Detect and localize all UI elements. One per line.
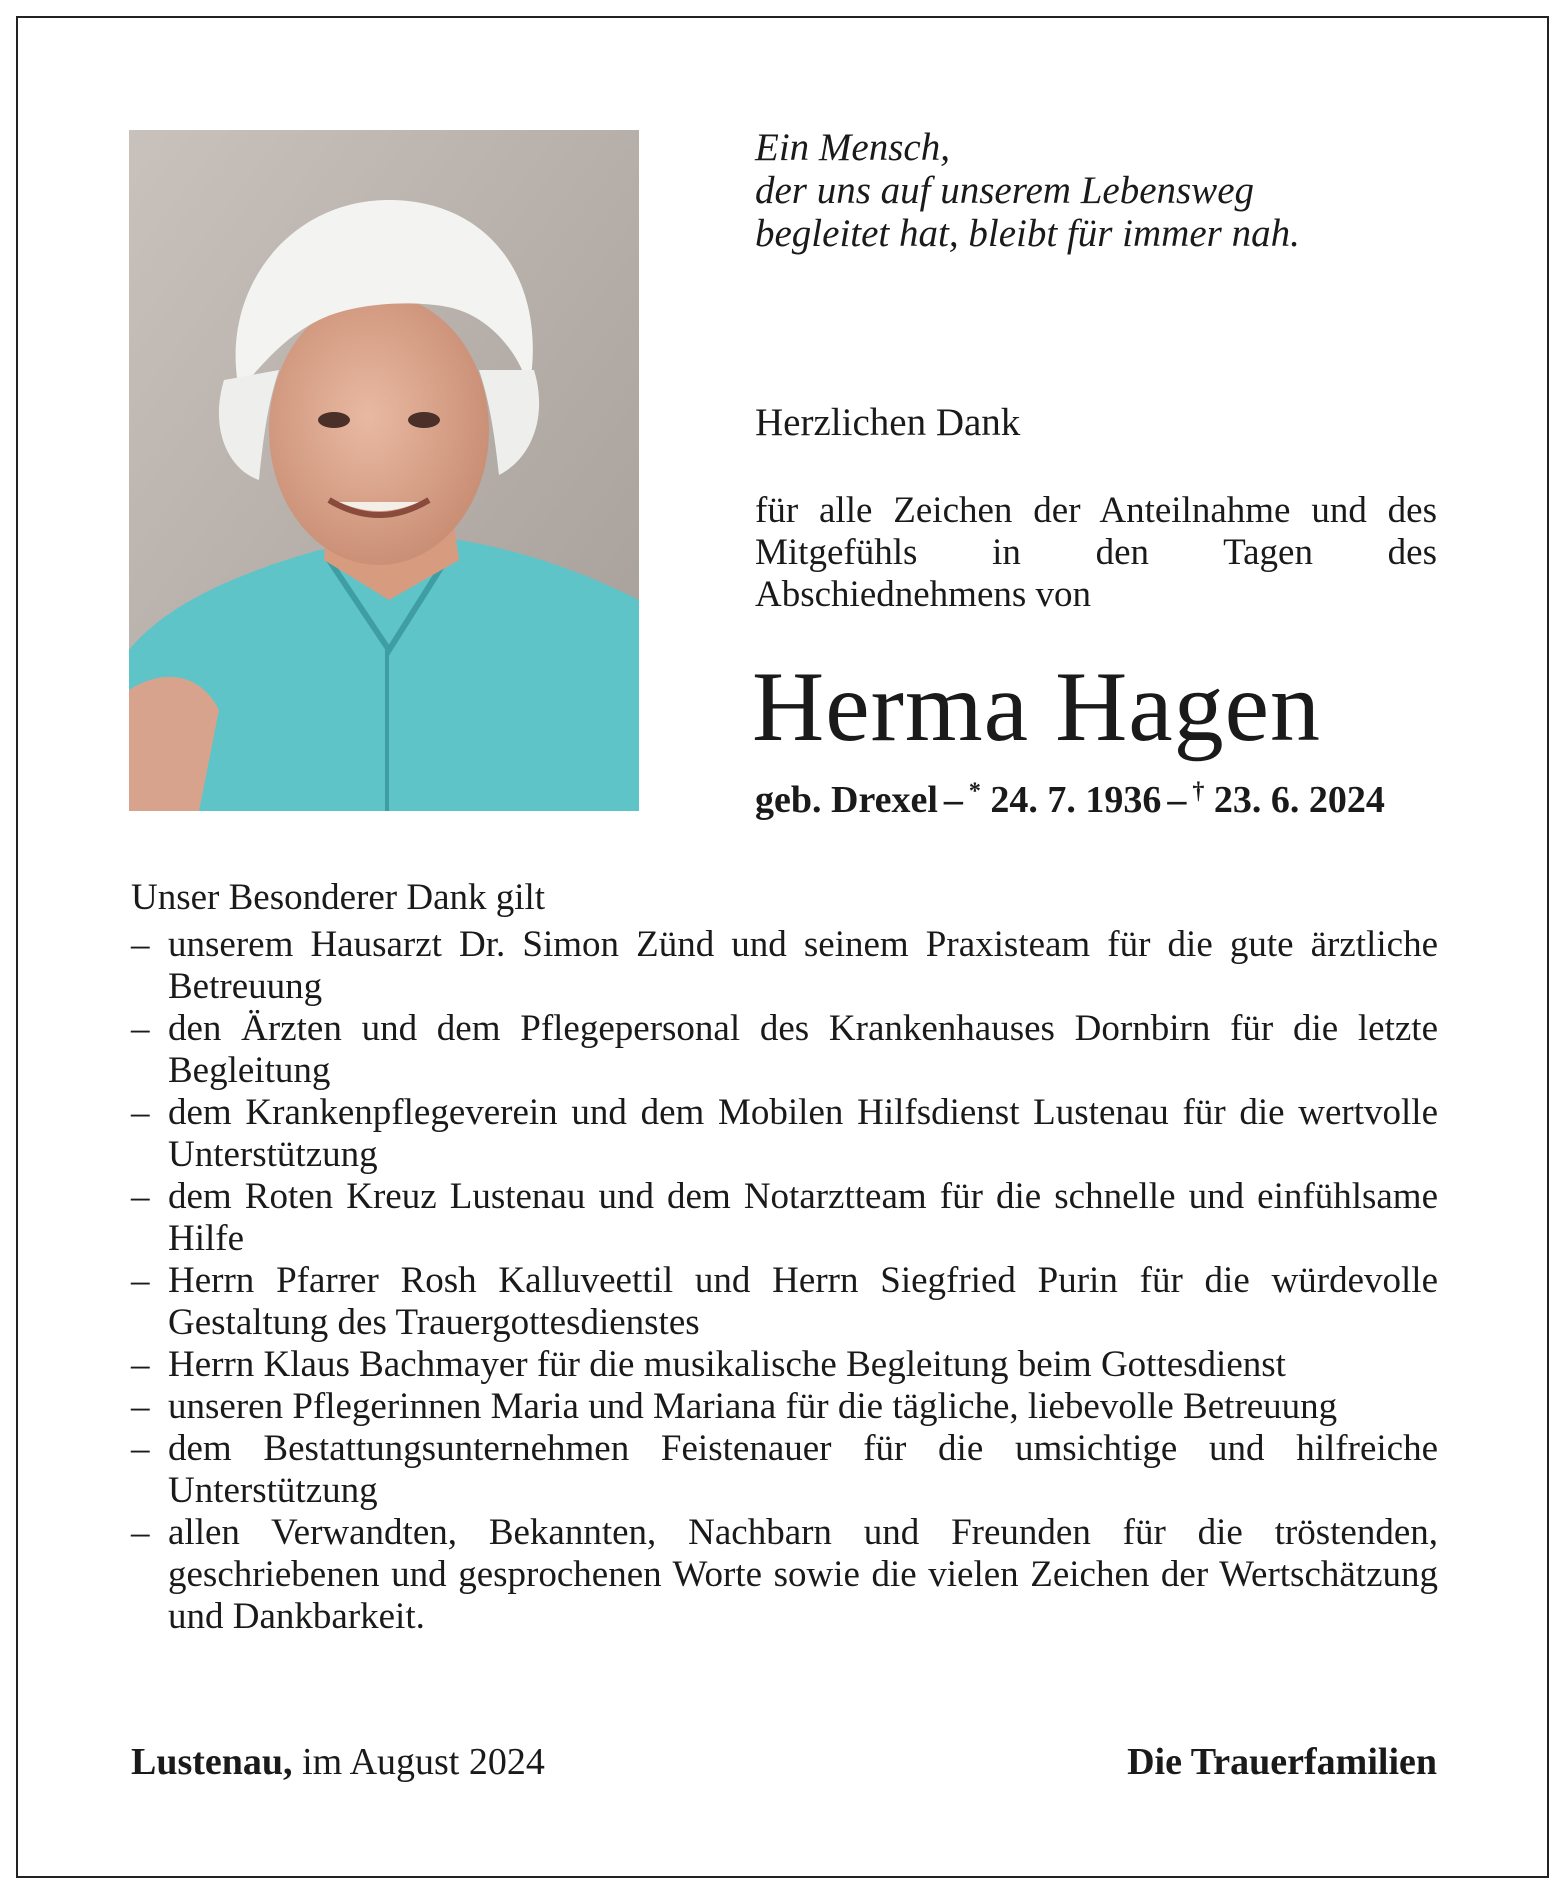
list-item: – dem Krankenpflegeverein und dem Mobilen Hilfsdienst Lustenau für die wertvolle Unterstützung bbox=[131, 1092, 1438, 1176]
thanks-heading: Herzlichen Dank bbox=[755, 401, 1021, 444]
quote-line: der uns auf unserem Lebensweg bbox=[755, 169, 1255, 212]
special-thanks-intro: Unser Besonderer Dank gilt bbox=[131, 877, 546, 918]
dash: – bbox=[943, 779, 963, 821]
place-and-date bbox=[131, 1740, 545, 1784]
death-date: 23. 6. 2024 bbox=[1213, 779, 1385, 821]
memorial-quote bbox=[755, 126, 1455, 255]
list-item: – unseren Pflegerinnen Maria und Mariana für die tägliche, liebevolle Betreuung bbox=[131, 1386, 1438, 1428]
deceased-name: Herma Hagen bbox=[752, 651, 1322, 762]
list-item: – allen Verwandten, Bekannten, Nachbarn und Freunden für die tröstenden, geschriebenen und gesprochenen Worte sowie die vielen Zeichen der Wertschätzung und Dankbarkeit. bbox=[131, 1512, 1438, 1638]
list-item: – dem Roten Kreuz Lustenau und dem Notarztteam für die schnelle und einfühlsame Hilfe bbox=[131, 1176, 1438, 1260]
list-item: – unserem Hausarzt Dr. Simon Zünd und seinem Praxisteam für die gute ärztliche Betreuung bbox=[131, 924, 1438, 1008]
list-item: – Herrn Klaus Bachmayer für die musikalische Begleitung beim Gottesdienst bbox=[131, 1344, 1438, 1386]
date: im August 2024 bbox=[302, 1741, 545, 1783]
place: Lustenau, bbox=[131, 1741, 293, 1783]
birth-symbol: * bbox=[968, 778, 981, 805]
list-item: – den Ärzten und dem Pflegepersonal des Krankenhauses Dornbirn für die letzte Begleitung bbox=[131, 1008, 1438, 1092]
portrait-photo bbox=[129, 130, 639, 811]
list-item: – Herrn Pfarrer Rosh Kalluveettil und Herrn Siegfried Purin für die würdevolle Gestaltung des Trauergottesdienstes bbox=[131, 1260, 1438, 1344]
list-item: – dem Bestattungsunternehmen Feistenauer für die umsichtige und hilfreiche Unterstützung bbox=[131, 1428, 1438, 1512]
death-symbol: † bbox=[1192, 778, 1205, 805]
dash: – bbox=[1167, 779, 1187, 821]
thanks-text: für alle Zeichen der Anteilnahme und des Mitgefühls in den Tagen des Abschiednehmens von bbox=[755, 490, 1437, 615]
special-thanks-list bbox=[131, 924, 1438, 1638]
life-dates bbox=[755, 778, 1385, 822]
birth-date: 24. 7. 1936 bbox=[990, 779, 1162, 821]
quote-line: begleitet hat, bleibt für immer nah. bbox=[755, 212, 1300, 255]
signature: Die Trauerfamilien bbox=[1127, 1741, 1437, 1783]
quote-line: Ein Mensch, bbox=[755, 126, 950, 169]
maiden-name: geb. Drexel bbox=[755, 779, 938, 821]
